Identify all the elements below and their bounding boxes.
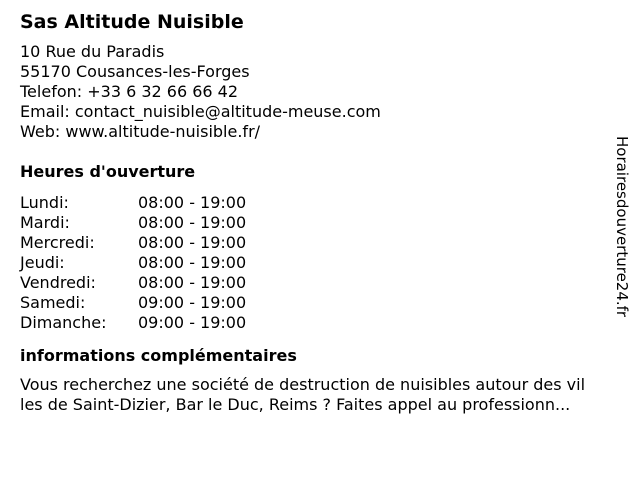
- day-label: Mercredi:: [20, 233, 95, 252]
- hours-row-tuesday: [20, 213, 620, 233]
- day-label: Mardi:: [20, 213, 70, 232]
- time-range: 08:00 - 19:00: [138, 193, 247, 212]
- address-block: [20, 42, 620, 142]
- day-label: Lundi:: [20, 193, 69, 212]
- email-address: Email: contact_nuisible@altitude-meuse.com: [20, 102, 381, 121]
- opening-hours-table: [20, 193, 620, 333]
- hours-row-wednesday: [20, 233, 620, 253]
- time-range: 09:00 - 19:00: [138, 293, 247, 312]
- business-name: Sas Altitude Nuisible: [20, 11, 244, 33]
- time-range: 09:00 - 19:00: [138, 313, 247, 332]
- street-address: 10 Rue du Paradis: [20, 42, 165, 61]
- business-card: [20, 9, 620, 415]
- opening-hours-title: Heures d'ouverture: [20, 162, 196, 181]
- info-text-line: Vous recherchez une société de destruction de nuisibles autour des vil: [20, 375, 586, 394]
- time-range: 08:00 - 19:00: [138, 233, 247, 252]
- additional-info-title: informations complémentaires: [20, 346, 297, 365]
- time-range: 08:00 - 19:00: [138, 213, 247, 232]
- info-text-line: les de Saint-Dizier, Bar le Duc, Reims ? Faites appel au professionn...: [20, 395, 571, 414]
- day-label: Vendredi:: [20, 273, 96, 292]
- day-label: Dimanche:: [20, 313, 107, 332]
- city-address: 55170 Cousances-les-Forges: [20, 62, 250, 81]
- site-watermark: Horairesdouverture24.fr: [613, 136, 631, 318]
- hours-row-friday: [20, 273, 620, 293]
- hours-row-sunday: [20, 313, 620, 333]
- time-range: 08:00 - 19:00: [138, 273, 247, 292]
- day-label: Jeudi:: [20, 253, 65, 272]
- time-range: 08:00 - 19:00: [138, 253, 247, 272]
- hours-row-monday: [20, 193, 620, 213]
- website-url: Web: www.altitude-nuisible.fr/: [20, 122, 261, 141]
- phone-number: Telefon: +33 6 32 66 66 42: [20, 82, 239, 101]
- additional-info-text: [20, 375, 620, 415]
- hours-row-thursday: [20, 253, 620, 273]
- hours-row-saturday: [20, 293, 620, 313]
- day-label: Samedi:: [20, 293, 86, 312]
